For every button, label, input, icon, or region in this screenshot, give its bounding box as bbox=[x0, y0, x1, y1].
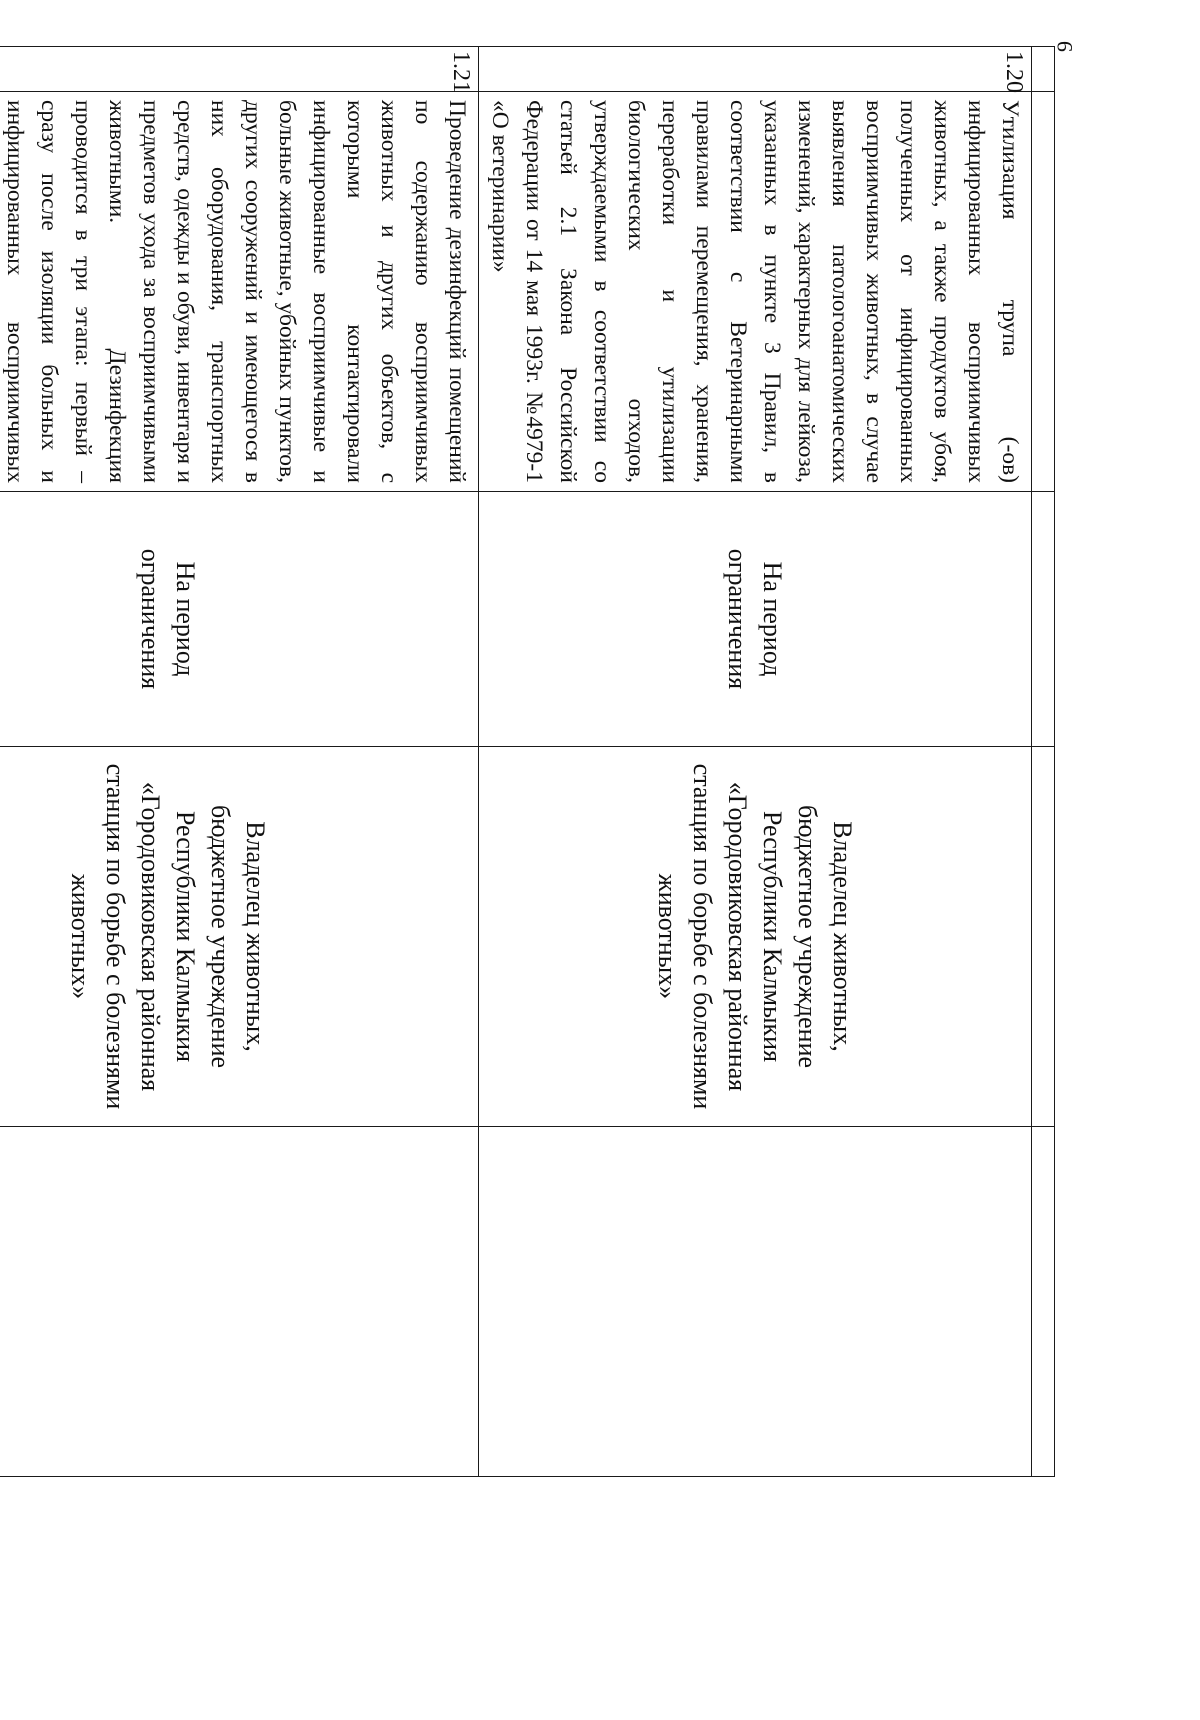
row-term: На период ограничения bbox=[479, 492, 1032, 747]
table-row bbox=[0, 47, 479, 1477]
table-row bbox=[479, 47, 1032, 1477]
table-top-strip bbox=[1032, 47, 1055, 1477]
row-responsible: Владелец животных, бюджетное учреждение Республики Калмыкия «Городовиковская районная станция по борьбе с болезнями животных» bbox=[479, 747, 1032, 1127]
row-empty-cell bbox=[0, 1127, 479, 1477]
row-number: 1.20 bbox=[479, 47, 1032, 92]
row-description: Проведение дезинфекций помещений по содержанию восприимчивых животных и других объектов, с которыми контактировали инфицированные восприимчивые и больные животные, убойных пунктов, других сооружений и имеющегося в них оборудования, транспортных средств, одежды и обуви, инвентаря и предметов ухода за восприимчивыми животными. Дезинфекция проводится в три этапа: первый – сразу после изоляции больных и инфицированных восприимчивых bbox=[0, 92, 479, 492]
row-description: Утилизация трупа (-ов) инфицированных восприимчивых животных, а также продуктов убоя, полученных от инфицированных восприимчивых животных, в случае выявления патологоанатомических изменений, характерных для лейкоза, указанных в пункте 3 Правил, в соответствии с Ветеринарными правилами перемещения, хранения, переработки и утилизации биологических отходов, утверждаемыми в соответствии со статьей 2.1 Закона Российской Федерации от 14 мая 1993г. №4979-1 «О ветеринарии» bbox=[479, 92, 1032, 492]
row-responsible: Владелец животных, бюджетное учреждение Республики Калмыкия «Городовиковская районная станция по борьбе с болезнями животных» bbox=[0, 747, 479, 1127]
row-term: На период ограничения bbox=[0, 492, 479, 747]
measures-table bbox=[2, 46, 1055, 1476]
row-number: 1.21 bbox=[0, 47, 479, 92]
page-number: 9 bbox=[1052, 41, 1077, 52]
row-empty-cell bbox=[479, 1127, 1032, 1477]
